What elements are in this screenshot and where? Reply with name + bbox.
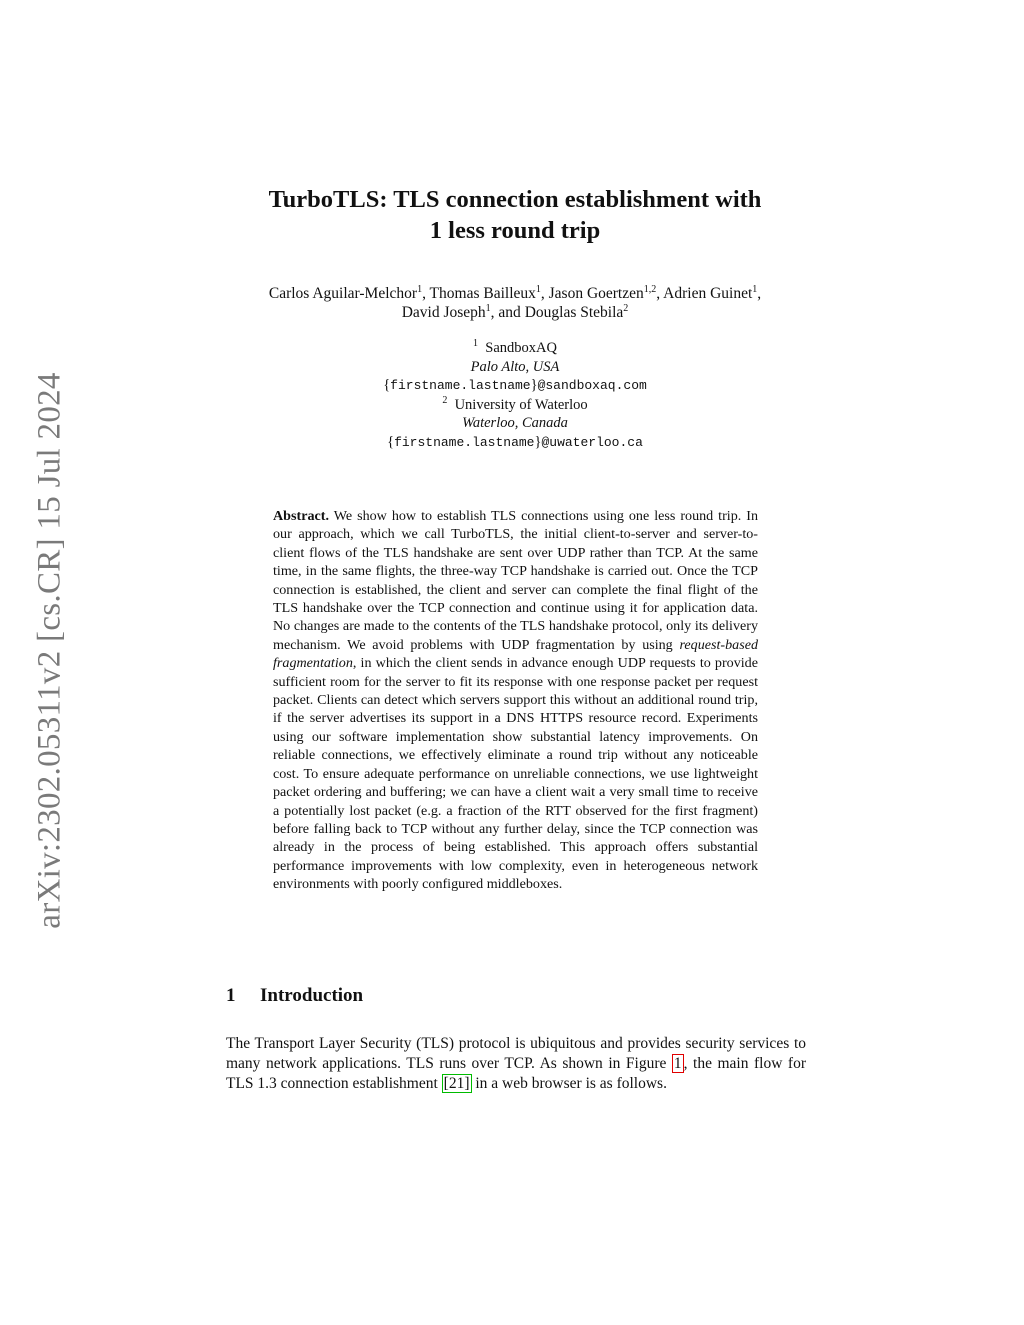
intro-paragraph: The Transport Layer Security (TLS) protocol is ubiquitous and provides security services to many network applications. TLS runs over TCP. As shown in Figure 1 , the main flow for TLS 1.3 connection establishment [21] in a web browser is as follows.	[226, 1035, 806, 1092]
affiliation-email: {firstname.lastname}@uwaterloo.ca	[387, 433, 643, 450]
affiliation-location: Palo Alto, USA	[470, 358, 560, 375]
affiliation-email: {firstname.lastname}@sandboxaq.com	[383, 377, 647, 394]
abstract-emphasis: request-based fragmentation	[273, 636, 758, 672]
affiliation-name: $^2$ University of Waterloo	[442, 394, 588, 413]
paper-title	[200, 184, 830, 246]
arxiv-identifier: arXiv:2302.05311v2 [cs.CR] 15 Jul 2024	[31, 371, 68, 929]
abstract-text: We show how to establish TLS connections using one less round trip. In our approach, which we call TurboTLS, the initial client-to-server and server-to-client flows of the TLS handshake are sent over UDP rather than TCP. At the same time, in the same flights, the three-way TCP handshake is carried out. Once the TCP connection is established, the client and server can complete the final flight of the TLS handshake over the TCP connection and continue using it for application data. No changes are made to the contents of the TLS handshake protocol, only its delivery mechanism. We avoid problems with UDP fragmentation by using	[273, 508, 758, 653]
title-line-1: TurboTLS: TLS connection establishment with	[268, 186, 762, 213]
affiliations	[200, 339, 830, 453]
section-heading	[226, 985, 363, 1007]
author: David Joseph$^1$, and	[401, 303, 525, 321]
abstract-text: , in which the client sends in advance enough UDP requests to provide sufficient room for the server to fit its response with one response packet per request packet. Clients can detect which servers support this without an additional round trip, if the server advertises its support in a DNS HTTPS resource record. Experiments using our software implementation show substantial latency improvements. On reliable connections, we effectively eliminate a round trip without any noticeable cost. To ensure adequate performance on unreliable connections, we use lightweight packet ordering and buffering; we can have a client wait a very small time to receive a potentially lost packet (e.g. a fraction of the RTT observed for the first fragment) before falling back to TCP without any further delay, since the TCP connection was already in the process of being established. This approach offers substantial performance improvements with low complexity, even in heterogeneous network environments with poorly configured middleboxes.	[273, 655, 758, 893]
author-list	[200, 284, 830, 322]
affiliation-name: $^1$ SandboxAQ	[473, 338, 557, 356]
figure-link[interactable]: 1	[673, 1055, 682, 1072]
author: Thomas Bailleux$^1$,	[429, 284, 549, 302]
author: Jason Goertzen$^{1,2}$,	[548, 284, 664, 302]
affiliation-location: Waterloo, Canada	[462, 415, 568, 432]
title-line-2: 1 less round trip	[429, 217, 601, 244]
arxiv-sidebar	[32, 360, 68, 940]
abstract	[273, 507, 758, 894]
section-number: 1	[226, 985, 236, 1006]
author: Douglas Stebila$^2$	[524, 303, 629, 321]
author: Adrien Guinet$^1$,	[663, 284, 762, 302]
section-title: Introduction	[260, 985, 364, 1006]
author: Carlos Aguilar-Melchor$^1$,	[268, 284, 430, 302]
abstract-label: Abstract.	[273, 508, 329, 524]
citation-link[interactable]: [21]	[443, 1075, 470, 1092]
